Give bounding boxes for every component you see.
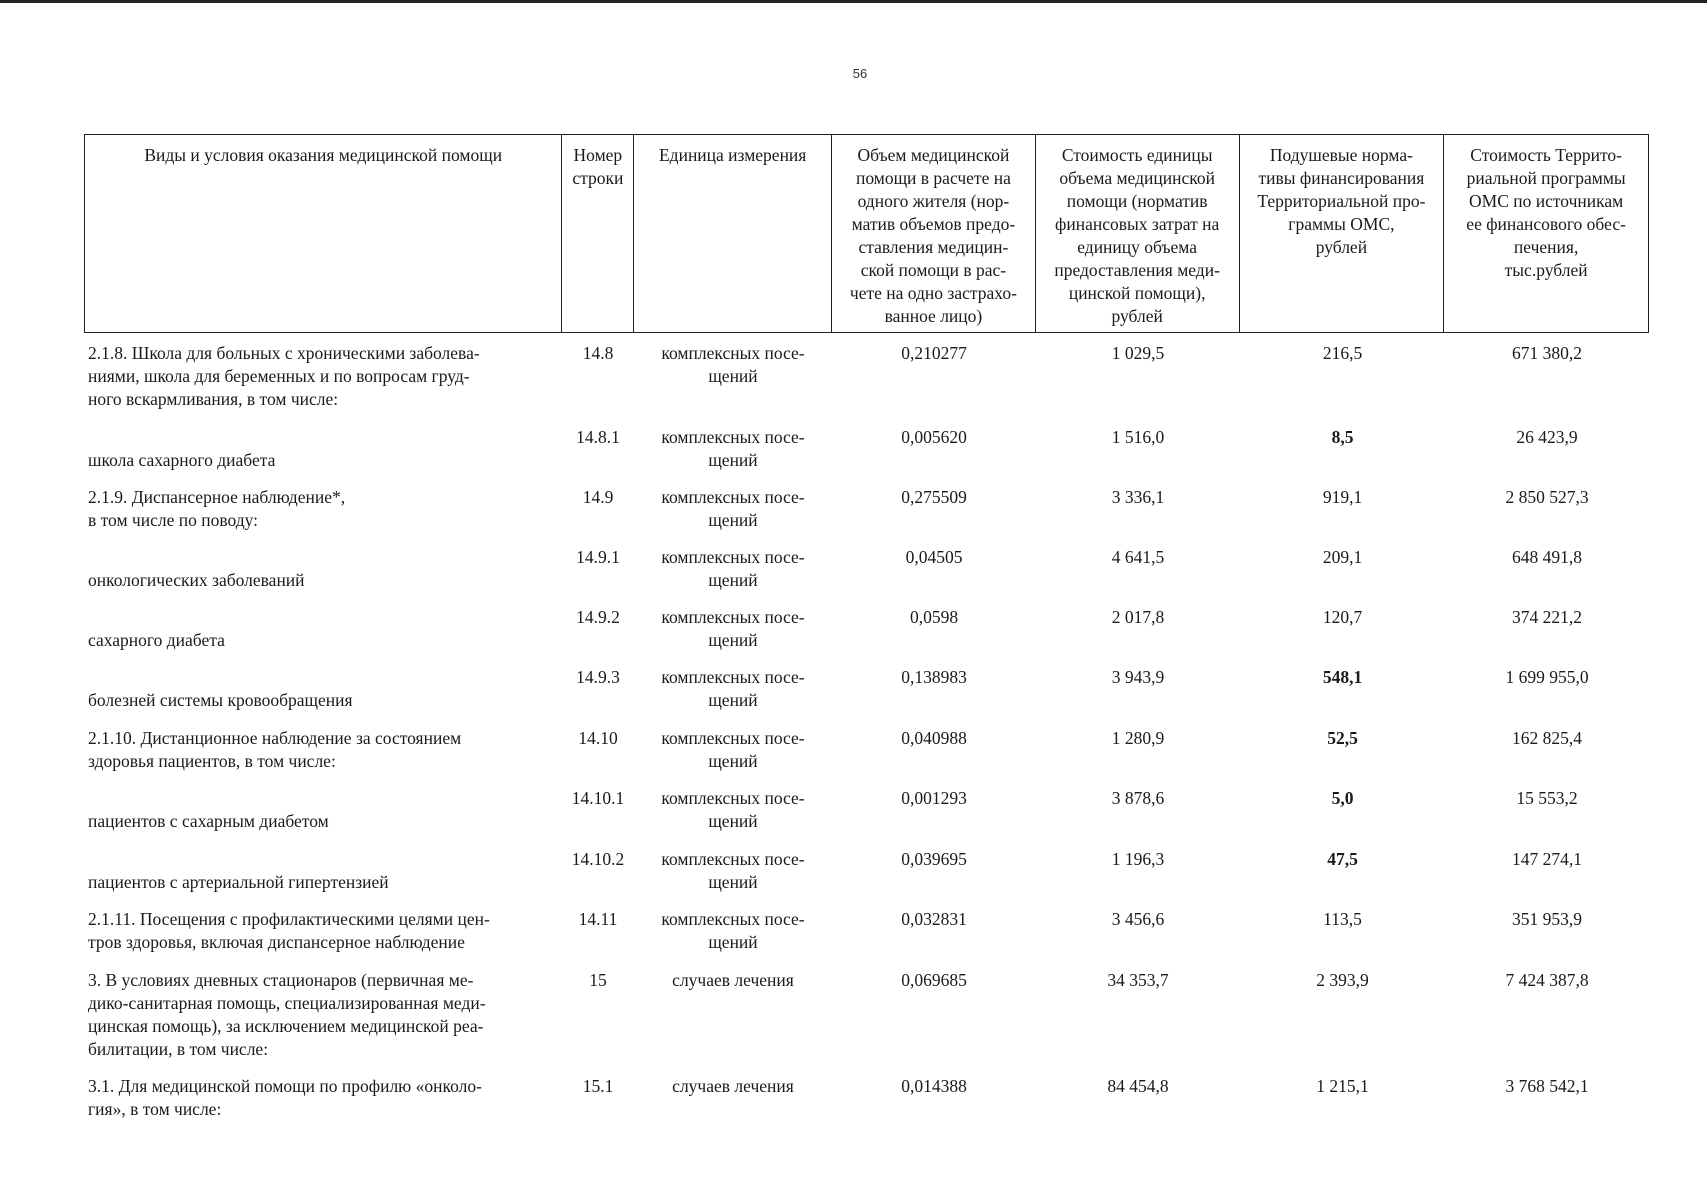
row-volume: 0,039695: [901, 849, 967, 869]
row-number: 14.10: [578, 728, 618, 748]
page-number: 56: [852, 66, 868, 81]
row-per-capita: 5,0: [1331, 788, 1354, 808]
row-total: 671 380,2: [1512, 343, 1582, 363]
row-per-capita: 919,1: [1322, 487, 1363, 507]
header-unit-cost: Стоимость единицы объема медицинской помощи (норматив финансовых затрат на единицу объема предоставления меди- цинской помощи), рублей: [1036, 135, 1240, 332]
row-per-capita: 113,5: [1323, 909, 1362, 929]
table-row: [84, 342, 1649, 411]
row-name: болезней системы кровообращения: [88, 690, 353, 710]
row-name: 2.1.10. Дистанционное наблюдение за состоянием здоровья пациентов, в том числе:: [88, 728, 462, 771]
row-number: 14.9.2: [576, 607, 620, 627]
table-row: [84, 848, 1649, 894]
header-kind: Виды и условия оказания медицинской помощи: [85, 135, 562, 332]
header-per-capita: Подушевые норма- тивы финансирования Территориальной про- граммы ОМС, рублей: [1240, 135, 1445, 332]
table-row: [84, 787, 1649, 833]
row-name: 3.1. Для медицинской помощи по профилю «онколо- гия», в том числе:: [88, 1076, 482, 1119]
table-header: [84, 134, 1649, 333]
row-name: 3. В условиях дневных стационаров (первичная ме- дико-санитарная помощь, специализированная меди- цинская помощь), за исключением медицинской реа- билитации, в том числе:: [88, 970, 486, 1059]
row-per-capita: 548,1: [1322, 667, 1363, 687]
row-volume: 0,069685: [901, 970, 967, 990]
row-unit: комплексных посе- щений: [661, 849, 805, 892]
row-per-capita: 2 393,9: [1316, 970, 1369, 990]
row-name: сахарного диабета: [88, 630, 225, 650]
row-name: пациентов с артериальной гипертензией: [88, 872, 389, 892]
row-total: 147 274,1: [1512, 849, 1582, 869]
row-volume: 0,032831: [901, 909, 967, 929]
row-number: 14.9.1: [576, 547, 620, 567]
header-volume: Объем медицинской помощи в расчете на одного жителя (нор- матив объемов предо- ставления медицин- ской помощи в рас- чете на одно застрахо- ванное лицо): [832, 135, 1036, 332]
row-volume: 0,040988: [901, 728, 967, 748]
table-row: [84, 727, 1649, 773]
row-cost: 3 336,1: [1111, 487, 1165, 507]
row-total: 648 491,8: [1512, 547, 1582, 567]
table-row: [84, 666, 1649, 712]
row-unit: комплексных посе- щений: [661, 427, 805, 470]
row-cost: 1 196,3: [1111, 849, 1165, 869]
row-cost: 3 943,9: [1111, 667, 1165, 687]
row-cost: 84 454,8: [1107, 1076, 1169, 1096]
row-cost: 4 641,5: [1111, 547, 1165, 567]
row-name: школа сахарного диабета: [88, 450, 276, 470]
row-cost: 34 353,7: [1107, 970, 1169, 990]
row-number: 14.9: [582, 487, 614, 507]
header-total: Стоимость Террито- риальной программы ОМС по источникам ее финансового обес- печения, тыс.рублей: [1466, 145, 1626, 280]
row-unit: комплексных посе- щений: [661, 909, 805, 952]
row-name: онкологических заболеваний: [88, 570, 305, 590]
row-total: 15 553,2: [1516, 788, 1578, 808]
row-volume: 0,001293: [901, 788, 967, 808]
header-row-number: Номер строки: [562, 135, 634, 332]
table-row: [84, 426, 1649, 472]
page-top-border: [0, 0, 1707, 3]
row-name: 2.1.8. Школа для больных с хроническими заболева- ниями, школа для беременных и по вопросам груд- ного вскармливания, в том числе:: [88, 343, 480, 409]
row-total: 3 768 542,1: [1505, 1076, 1589, 1096]
row-unit: комплексных посе- щений: [661, 487, 805, 530]
row-total: 26 423,9: [1516, 427, 1578, 447]
row-number: 14.9.3: [576, 667, 620, 687]
row-number: 14.11: [578, 909, 618, 929]
row-unit: комплексных посе- щений: [661, 343, 805, 386]
row-cost: 1 029,5: [1111, 343, 1165, 363]
row-total: 2 850 527,3: [1505, 487, 1589, 507]
row-per-capita: 216,5: [1322, 343, 1363, 363]
table-row: [84, 1075, 1649, 1121]
row-unit: комплексных посе- щений: [661, 547, 805, 590]
row-unit: случаев лечения: [672, 1076, 794, 1096]
row-total: 7 424 387,8: [1505, 970, 1589, 990]
row-per-capita: 1 215,1: [1316, 1076, 1369, 1096]
row-name: пациентов с сахарным диабетом: [88, 811, 329, 831]
row-per-capita: 47,5: [1327, 849, 1358, 869]
table-row: [84, 969, 1649, 1061]
row-number: 14.10.2: [571, 849, 625, 869]
row-number: 14.8: [582, 343, 614, 363]
row-cost: 1 516,0: [1111, 427, 1165, 447]
row-volume: 0,005620: [901, 427, 967, 447]
row-unit: комплексных посе- щений: [661, 788, 805, 831]
row-name: 2.1.9. Диспансерное наблюдение*, в том числе по поводу:: [88, 487, 346, 530]
row-volume: 0,275509: [901, 487, 967, 507]
row-cost: 3 456,6: [1111, 909, 1165, 929]
row-volume: 0,0598: [909, 607, 959, 627]
row-unit: комплексных посе- щений: [661, 728, 805, 771]
row-total: 351 953,9: [1512, 909, 1582, 929]
row-unit: комплексных посе- щений: [661, 667, 805, 710]
row-unit: случаев лечения: [672, 970, 794, 990]
row-per-capita: 120,7: [1322, 607, 1363, 627]
header-unit: Единица измерения: [634, 135, 832, 332]
row-number: 15.1: [582, 1076, 614, 1096]
row-cost: 2 017,8: [1111, 607, 1165, 627]
row-per-capita: 209,1: [1322, 547, 1363, 567]
row-volume: 0,210277: [901, 343, 967, 363]
table-row: [84, 486, 1649, 532]
row-cost: 3 878,6: [1111, 788, 1165, 808]
row-volume: 0,014388: [901, 1076, 967, 1096]
row-volume: 0,04505: [905, 547, 963, 567]
row-total: 374 221,2: [1512, 607, 1582, 627]
row-cost: 1 280,9: [1111, 728, 1165, 748]
row-per-capita: 8,5: [1331, 427, 1354, 447]
row-per-capita: 52,5: [1327, 728, 1358, 748]
table-row: [84, 606, 1649, 652]
row-volume: 0,138983: [901, 667, 967, 687]
row-name: 2.1.11. Посещения с профилактическими целями цен- тров здоровья, включая диспансерное наблюдение: [88, 909, 490, 952]
row-number: 15: [589, 970, 607, 990]
row-number: 14.10.1: [571, 788, 625, 808]
row-total: 162 825,4: [1512, 728, 1582, 748]
row-unit: комплексных посе- щений: [661, 607, 805, 650]
row-total: 1 699 955,0: [1505, 667, 1589, 687]
row-number: 14.8.1: [576, 427, 620, 447]
table-row: [84, 546, 1649, 592]
table-row: [84, 908, 1649, 954]
